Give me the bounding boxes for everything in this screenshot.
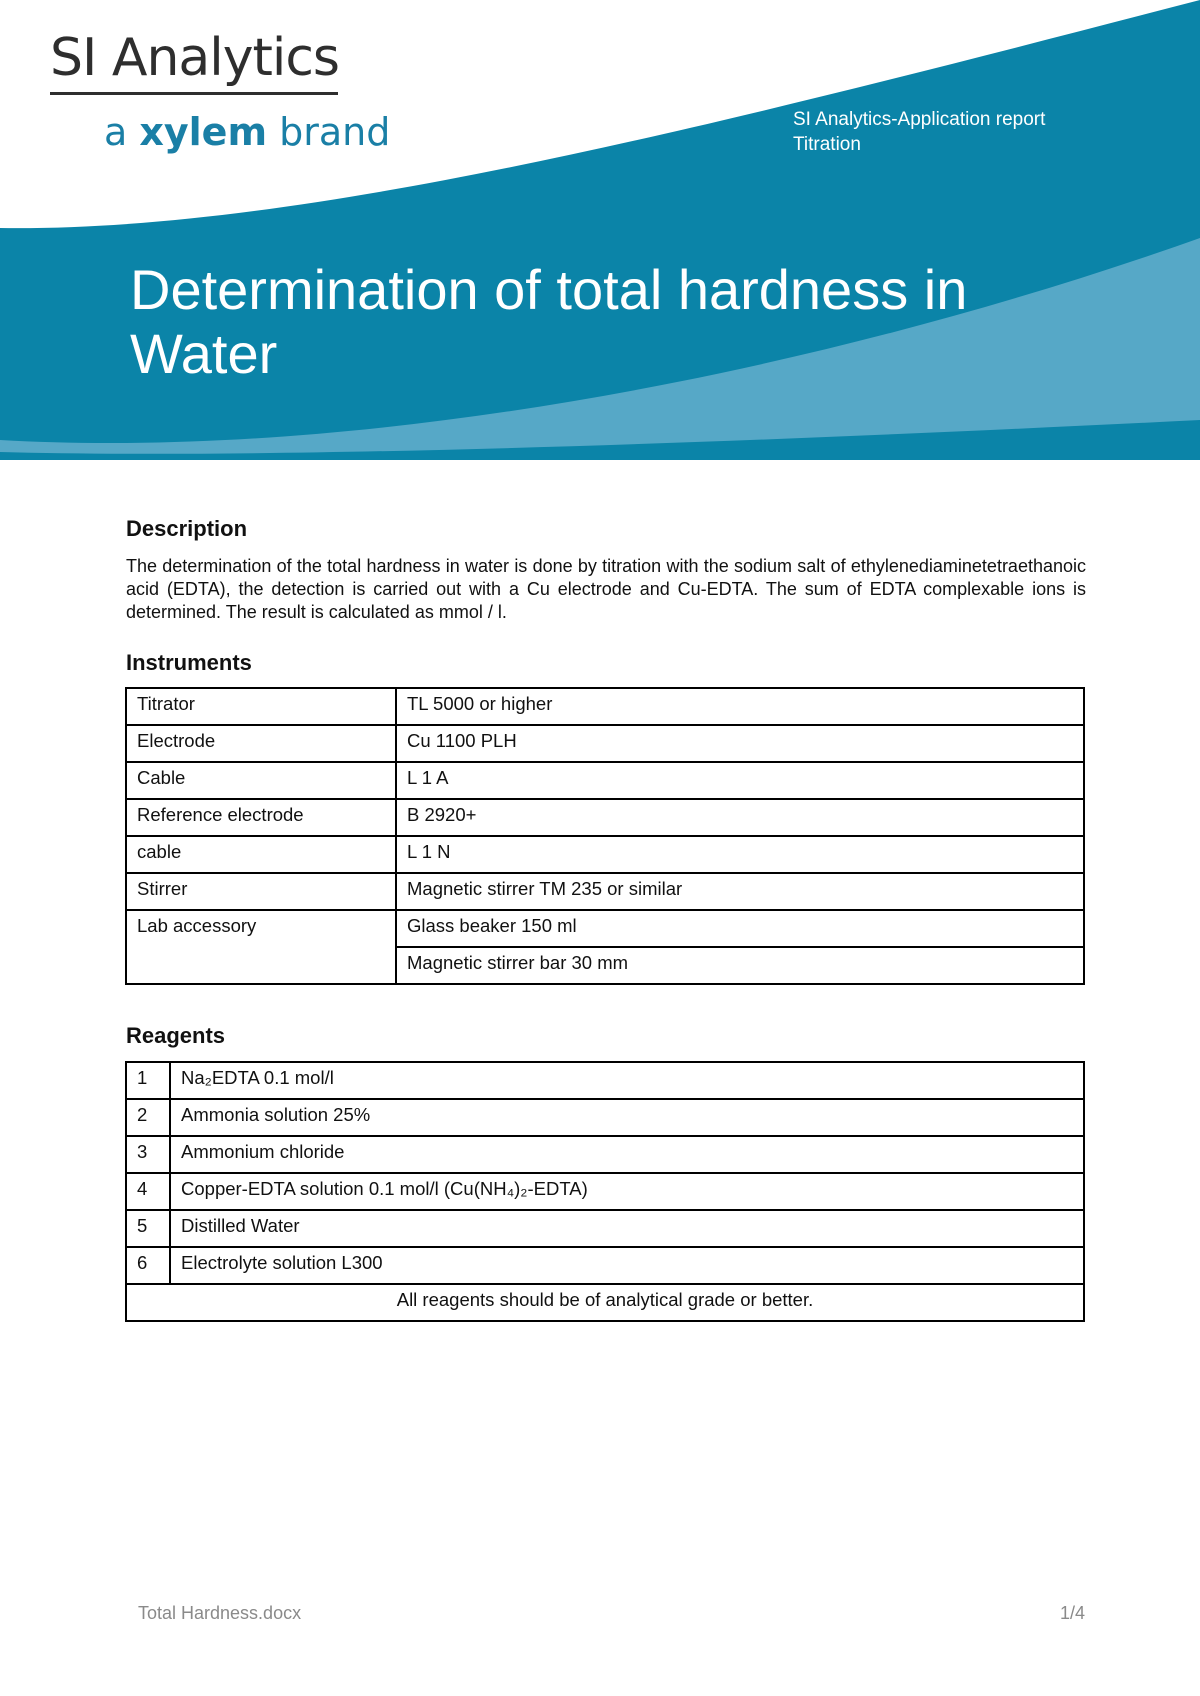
si-analytics-logo — [50, 28, 391, 154]
logo-name: SI Analytics — [50, 28, 340, 88]
instrument-value: L 1 N — [396, 836, 1084, 873]
table-row — [126, 873, 1084, 910]
reagent-name: Ammonia solution 25% — [170, 1099, 1084, 1136]
reagent-name: Distilled Water — [170, 1210, 1084, 1247]
logo-tag-brand: xylem — [139, 110, 268, 154]
reagent-number: 3 — [126, 1136, 170, 1173]
description-text: The determination of the total hardness in water is done by titration with the sodium salt of ethylenediaminetetraethanoic acid (EDTA), the detection is carried out with a Cu electrode and Cu-EDTA. The sum of EDTA complexable ions is determined. The result is calculated as mmol / l. — [126, 556, 1086, 622]
instrument-name: Lab accessory — [126, 910, 396, 984]
reagents-table — [125, 1061, 1085, 1322]
reagents-heading: Reagents — [126, 1023, 226, 1048]
table-row — [126, 910, 1084, 947]
table-row — [126, 725, 1084, 762]
table-row — [126, 1284, 1084, 1321]
reagent-name: Copper-EDTA solution 0.1 mol/l (Cu(NH₄)₂-EDTA) — [170, 1173, 1084, 1210]
table-row — [126, 1247, 1084, 1284]
table-row — [126, 688, 1084, 725]
instrument-name: Electrode — [126, 725, 396, 762]
table-row — [126, 1062, 1084, 1099]
instrument-value: Magnetic stirrer TM 235 or similar — [396, 873, 1084, 910]
instrument-value: Magnetic stirrer bar 30 mm — [396, 947, 1084, 984]
instrument-name: Stirrer — [126, 873, 396, 910]
page-title — [130, 258, 1130, 386]
title-line-2: Water — [130, 322, 278, 385]
instrument-name: Reference electrode — [126, 799, 396, 836]
table-row — [126, 1136, 1084, 1173]
reagent-number: 1 — [126, 1062, 170, 1099]
instrument-value: Glass beaker 150 ml — [396, 910, 1084, 947]
table-row — [126, 762, 1084, 799]
reagent-name: Ammonium chloride — [170, 1136, 1084, 1173]
instruments-table — [125, 687, 1085, 985]
logo-tagline — [104, 110, 391, 154]
table-row — [126, 1210, 1084, 1247]
logo-tag-prefix: a — [104, 110, 140, 154]
report-category: Titration — [793, 134, 861, 155]
logo-underline — [50, 92, 338, 95]
report-type: SI Analytics-Application report — [793, 109, 1046, 130]
instrument-name: Titrator — [126, 688, 396, 725]
table-row — [126, 799, 1084, 836]
reagent-name: Na₂EDTA 0.1 mol/l — [170, 1062, 1084, 1099]
instrument-name: Cable — [126, 762, 396, 799]
reagent-number: 2 — [126, 1099, 170, 1136]
footer-page-number: 1/4 — [1060, 1603, 1086, 1623]
reagent-number: 5 — [126, 1210, 170, 1247]
table-row — [126, 836, 1084, 873]
reagent-number: 6 — [126, 1247, 170, 1284]
instrument-name: cable — [126, 836, 396, 873]
footer-filename: Total Hardness.docx — [138, 1603, 302, 1623]
instrument-value: TL 5000 or higher — [396, 688, 1084, 725]
instrument-value: B 2920+ — [396, 799, 1084, 836]
reagent-name: Electrolyte solution L300 — [170, 1247, 1084, 1284]
title-line-1: Determination of total hardness in — [130, 258, 968, 321]
instrument-value: L 1 A — [396, 762, 1084, 799]
table-row — [126, 1173, 1084, 1210]
instrument-value: Cu 1100 PLH — [396, 725, 1084, 762]
instruments-heading: Instruments — [126, 650, 252, 675]
description-heading: Description — [126, 516, 248, 541]
logo-tag-suffix: brand — [267, 110, 391, 154]
reagents-note: All reagents should be of analytical grade or better. — [126, 1284, 1084, 1321]
table-row — [126, 1099, 1084, 1136]
reagent-number: 4 — [126, 1173, 170, 1210]
report-info — [793, 107, 1045, 157]
